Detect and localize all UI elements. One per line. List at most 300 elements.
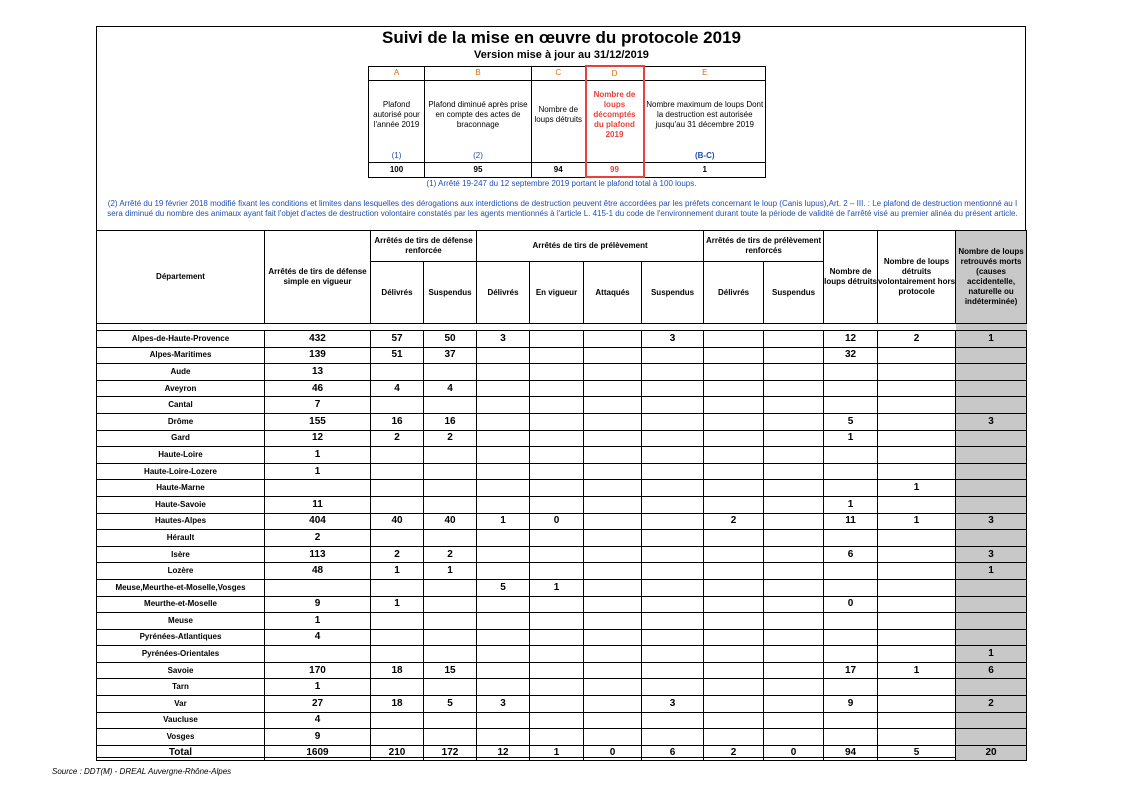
value-cell	[584, 496, 642, 513]
value-cell	[704, 380, 764, 397]
value-cell: 1	[530, 579, 584, 596]
summary-table	[368, 65, 766, 178]
value-cell	[530, 347, 584, 364]
value-cell	[530, 729, 584, 746]
departement-cell: Gard	[97, 430, 265, 447]
departement-cell: Var	[97, 696, 265, 713]
value-cell	[265, 579, 371, 596]
value-cell: 3	[956, 513, 1027, 530]
value-cell	[424, 596, 477, 613]
departement-cell: Cantal	[97, 397, 265, 414]
value-cell	[878, 563, 956, 580]
value-cell	[530, 331, 584, 348]
value-cell	[371, 480, 424, 497]
value-cell	[878, 712, 956, 729]
summary-desc: Nombre de loups décomptés du plafond 2019	[586, 81, 644, 150]
header-loups-morts: Nombre de loups retrouvés morts (causes accidentelle, naturelle ou indéterminée)	[956, 231, 1027, 324]
departement-cell: Hautes-Alpes	[97, 513, 265, 530]
value-cell	[878, 679, 956, 696]
value-cell	[642, 530, 704, 547]
value-cell	[956, 679, 1027, 696]
value-cell: 2	[424, 546, 477, 563]
value-cell	[424, 613, 477, 630]
value-cell	[878, 413, 956, 430]
value-cell	[642, 546, 704, 563]
value-cell: 6	[824, 546, 878, 563]
value-cell: 11	[265, 496, 371, 513]
departement-cell: Aude	[97, 364, 265, 381]
value-cell	[824, 712, 878, 729]
value-cell: 1	[265, 463, 371, 480]
header-suspendus: Suspendus	[764, 262, 824, 324]
value-cell: 15	[424, 662, 477, 679]
value-cell	[956, 496, 1027, 513]
value-cell: 5	[824, 413, 878, 430]
value-cell: 2	[371, 546, 424, 563]
value-cell	[642, 397, 704, 414]
value-cell: 1	[265, 613, 371, 630]
value-cell	[584, 364, 642, 381]
value-cell	[642, 679, 704, 696]
total-row	[97, 745, 1027, 760]
value-cell	[704, 646, 764, 663]
value-cell	[642, 563, 704, 580]
value-cell	[764, 413, 824, 430]
value-cell	[584, 596, 642, 613]
value-cell	[584, 729, 642, 746]
value-cell: 432	[265, 331, 371, 348]
departement-cell: Vaucluse	[97, 712, 265, 729]
value-cell	[824, 629, 878, 646]
value-cell: 3	[477, 331, 530, 348]
departement-cell: Haute-Marne	[97, 480, 265, 497]
departement-cell: Drôme	[97, 413, 265, 430]
value-cell: 50	[424, 331, 477, 348]
value-cell	[424, 447, 477, 464]
value-cell	[424, 629, 477, 646]
value-cell	[424, 579, 477, 596]
value-cell: 1	[824, 496, 878, 513]
value-cell: 170	[265, 662, 371, 679]
value-cell	[584, 513, 642, 530]
value-cell: 13	[265, 364, 371, 381]
value-cell	[764, 364, 824, 381]
value-cell: 16	[424, 413, 477, 430]
value-cell	[477, 530, 530, 547]
header-suspendus: Suspendus	[642, 262, 704, 324]
value-cell: 1	[956, 331, 1027, 348]
value-cell	[764, 463, 824, 480]
value-cell	[956, 712, 1027, 729]
value-cell	[764, 347, 824, 364]
departement-cell: Vosges	[97, 729, 265, 746]
summary-value: 95	[425, 163, 532, 178]
summary-value: 1	[644, 163, 766, 178]
departement-cell: Pyrénées-Orientales	[97, 646, 265, 663]
header-en-vigueur: En vigueur	[530, 262, 584, 324]
value-cell	[704, 679, 764, 696]
value-cell	[584, 530, 642, 547]
value-cell	[824, 646, 878, 663]
value-cell	[424, 397, 477, 414]
value-cell	[584, 430, 642, 447]
value-cell	[704, 347, 764, 364]
departement-cell: Haute-Savoie	[97, 496, 265, 513]
value-cell	[956, 579, 1027, 596]
value-cell	[371, 463, 424, 480]
total-value: 12	[477, 745, 530, 760]
value-cell	[878, 579, 956, 596]
table-row	[97, 579, 1027, 596]
value-cell	[530, 646, 584, 663]
departement-cell: Isère	[97, 546, 265, 563]
table-row	[97, 679, 1027, 696]
value-cell: 2	[424, 430, 477, 447]
value-cell	[704, 430, 764, 447]
value-cell: 12	[265, 430, 371, 447]
value-cell	[956, 447, 1027, 464]
value-cell	[424, 496, 477, 513]
value-cell	[956, 629, 1027, 646]
summary-desc: Nombre maximum de loups Dont la destruction est autorisée jusqu'au 31 décembre 2019	[644, 81, 766, 150]
value-cell	[424, 679, 477, 696]
summary-ref	[532, 149, 586, 163]
value-cell	[878, 347, 956, 364]
value-cell	[824, 579, 878, 596]
value-cell: 1	[956, 563, 1027, 580]
value-cell	[704, 496, 764, 513]
departement-cell: Alpes-Maritimes	[97, 347, 265, 364]
summary-ref	[586, 149, 644, 163]
value-cell: 3	[477, 696, 530, 713]
value-cell	[477, 430, 530, 447]
header-prelevement-renforces: Arrêtés de tirs de prélèvement renforcés	[704, 231, 824, 262]
value-cell: 40	[371, 513, 424, 530]
value-cell	[704, 331, 764, 348]
value-cell	[764, 662, 824, 679]
total-value: 172	[424, 745, 477, 760]
value-cell	[642, 596, 704, 613]
value-cell: 57	[371, 331, 424, 348]
value-cell	[584, 563, 642, 580]
value-cell	[764, 563, 824, 580]
summary-value: 94	[532, 163, 586, 178]
value-cell	[424, 463, 477, 480]
departement-cell: Haute-Loire	[97, 447, 265, 464]
value-cell	[824, 447, 878, 464]
value-cell	[878, 729, 956, 746]
value-cell	[704, 397, 764, 414]
value-cell	[956, 347, 1027, 364]
value-cell	[642, 480, 704, 497]
value-cell	[642, 579, 704, 596]
table-row	[97, 463, 1027, 480]
value-cell	[956, 729, 1027, 746]
value-cell	[424, 729, 477, 746]
value-cell	[704, 364, 764, 381]
value-cell	[956, 596, 1027, 613]
total-value: 0	[764, 745, 824, 760]
value-cell	[584, 662, 642, 679]
value-cell: 46	[265, 380, 371, 397]
value-cell: 12	[824, 331, 878, 348]
value-cell	[878, 447, 956, 464]
header-delivres: Délivrés	[477, 262, 530, 324]
value-cell: 18	[371, 662, 424, 679]
value-cell	[477, 679, 530, 696]
table-row	[97, 480, 1027, 497]
value-cell	[956, 380, 1027, 397]
value-cell: 404	[265, 513, 371, 530]
departement-cell: Hérault	[97, 530, 265, 547]
value-cell	[704, 413, 764, 430]
value-cell	[530, 496, 584, 513]
value-cell	[530, 613, 584, 630]
value-cell	[530, 430, 584, 447]
value-cell	[878, 613, 956, 630]
table-row	[97, 397, 1027, 414]
table-row	[97, 530, 1027, 547]
value-cell	[704, 696, 764, 713]
total-value: 94	[824, 745, 878, 760]
value-cell	[956, 530, 1027, 547]
value-cell: 0	[530, 513, 584, 530]
departement-cell: Savoie	[97, 662, 265, 679]
value-cell	[764, 696, 824, 713]
value-cell: 2	[704, 513, 764, 530]
value-cell: 6	[956, 662, 1027, 679]
value-cell: 16	[371, 413, 424, 430]
value-cell	[956, 613, 1027, 630]
value-cell	[764, 397, 824, 414]
value-cell	[764, 712, 824, 729]
value-cell: 2	[265, 530, 371, 547]
value-cell	[477, 447, 530, 464]
value-cell	[878, 364, 956, 381]
value-cell	[584, 613, 642, 630]
value-cell	[642, 629, 704, 646]
value-cell	[704, 629, 764, 646]
value-cell: 37	[424, 347, 477, 364]
table-row	[97, 513, 1027, 530]
value-cell	[584, 696, 642, 713]
value-cell	[704, 480, 764, 497]
value-cell	[477, 413, 530, 430]
value-cell	[530, 696, 584, 713]
summary-letter: C	[532, 66, 586, 81]
value-cell: 9	[265, 729, 371, 746]
value-cell	[642, 347, 704, 364]
value-cell	[824, 364, 878, 381]
value-cell	[642, 413, 704, 430]
departement-cell: Meuse,Meurthe-et-Moselle,Vosges	[97, 579, 265, 596]
value-cell: 18	[371, 696, 424, 713]
header-prelevement: Arrêtés de tirs de prélèvement	[477, 231, 704, 262]
value-cell: 27	[265, 696, 371, 713]
value-cell: 3	[956, 413, 1027, 430]
value-cell	[764, 380, 824, 397]
value-cell: 1	[424, 563, 477, 580]
value-cell: 4	[371, 380, 424, 397]
value-cell	[371, 447, 424, 464]
value-cell	[824, 397, 878, 414]
value-cell: 2	[371, 430, 424, 447]
value-cell	[477, 712, 530, 729]
summary-letter: A	[369, 66, 425, 81]
value-cell	[704, 712, 764, 729]
value-cell: 1	[956, 646, 1027, 663]
value-cell	[878, 696, 956, 713]
value-cell	[764, 496, 824, 513]
value-cell	[371, 579, 424, 596]
value-cell	[477, 662, 530, 679]
table-row	[97, 613, 1027, 630]
value-cell: 48	[265, 563, 371, 580]
value-cell	[878, 496, 956, 513]
value-cell	[530, 563, 584, 580]
value-cell	[878, 463, 956, 480]
summary-ref: (B-C)	[644, 149, 766, 163]
value-cell	[477, 380, 530, 397]
value-cell: 3	[642, 331, 704, 348]
value-cell	[530, 712, 584, 729]
value-cell: 1	[371, 563, 424, 580]
value-cell	[477, 629, 530, 646]
value-cell	[764, 530, 824, 547]
value-cell	[764, 430, 824, 447]
value-cell: 1	[265, 447, 371, 464]
value-cell	[704, 729, 764, 746]
value-cell	[584, 413, 642, 430]
value-cell	[424, 646, 477, 663]
total-value: 1609	[265, 745, 371, 760]
value-cell	[878, 430, 956, 447]
table-row	[97, 696, 1027, 713]
value-cell	[584, 679, 642, 696]
header-departement: Département	[97, 231, 265, 324]
value-cell	[642, 729, 704, 746]
value-cell	[584, 629, 642, 646]
value-cell	[584, 331, 642, 348]
value-cell	[878, 629, 956, 646]
value-cell	[764, 480, 824, 497]
value-cell	[642, 712, 704, 729]
value-cell	[642, 496, 704, 513]
summary-letter: D	[586, 66, 644, 81]
source-note: Source : DDT(M) - DREAL Auvergne-Rhône-Alpes	[52, 767, 232, 776]
value-cell	[530, 463, 584, 480]
value-cell	[764, 546, 824, 563]
summary-ref: (2)	[425, 149, 532, 163]
table-row	[97, 413, 1027, 430]
value-cell	[584, 480, 642, 497]
total-label: Total	[97, 745, 265, 760]
value-cell: 9	[824, 696, 878, 713]
value-cell: 2	[956, 696, 1027, 713]
value-cell: 5	[477, 579, 530, 596]
value-cell	[371, 712, 424, 729]
value-cell	[878, 546, 956, 563]
value-cell	[824, 480, 878, 497]
value-cell	[477, 729, 530, 746]
departement-cell: Alpes-de-Haute-Provence	[97, 331, 265, 348]
value-cell	[530, 629, 584, 646]
value-cell	[704, 596, 764, 613]
value-cell	[642, 463, 704, 480]
value-cell	[704, 530, 764, 547]
value-cell	[477, 480, 530, 497]
header-delivres: Délivrés	[371, 262, 424, 324]
value-cell: 1	[878, 662, 956, 679]
value-cell	[956, 463, 1027, 480]
value-cell	[956, 364, 1027, 381]
value-cell: 139	[265, 347, 371, 364]
value-cell	[477, 596, 530, 613]
value-cell	[477, 613, 530, 630]
summary-value: 100	[369, 163, 425, 178]
summary-letters-row	[369, 66, 766, 81]
value-cell	[824, 463, 878, 480]
departement-cell: Pyrénées-Atlantiques	[97, 629, 265, 646]
value-cell	[477, 496, 530, 513]
value-cell	[642, 662, 704, 679]
table-row	[97, 380, 1027, 397]
value-cell	[424, 530, 477, 547]
departement-cell: Lozère	[97, 563, 265, 580]
value-cell	[642, 513, 704, 530]
value-cell	[642, 613, 704, 630]
departement-cell: Meurthe-et-Moselle	[97, 596, 265, 613]
value-cell: 17	[824, 662, 878, 679]
value-cell	[878, 646, 956, 663]
value-cell	[704, 613, 764, 630]
header-attaques: Attaqués	[584, 262, 642, 324]
summary-value: 99	[586, 163, 644, 178]
page-subtitle: Version mise à jour au 31/12/2019	[474, 49, 649, 61]
value-cell	[824, 380, 878, 397]
table-row	[97, 546, 1027, 563]
total-value: 6	[642, 745, 704, 760]
value-cell	[824, 530, 878, 547]
value-cell	[477, 397, 530, 414]
value-cell	[265, 480, 371, 497]
value-cell	[371, 530, 424, 547]
value-cell	[764, 646, 824, 663]
value-cell: 32	[824, 347, 878, 364]
value-cell	[424, 480, 477, 497]
value-cell	[371, 629, 424, 646]
value-cell: 9	[265, 596, 371, 613]
value-cell	[584, 347, 642, 364]
header-loups-detruits: Nombre de loups détruits	[824, 231, 878, 324]
summary-values-row	[369, 163, 766, 178]
value-cell	[584, 380, 642, 397]
value-cell	[704, 563, 764, 580]
value-cell: 1	[824, 430, 878, 447]
value-cell	[530, 530, 584, 547]
value-cell	[764, 679, 824, 696]
value-cell	[824, 679, 878, 696]
value-cell: 113	[265, 546, 371, 563]
value-cell	[371, 613, 424, 630]
value-cell: 40	[424, 513, 477, 530]
value-cell	[584, 546, 642, 563]
summary-desc: Plafond autorisé pour l'année 2019	[369, 81, 425, 150]
table-row	[97, 331, 1027, 348]
value-cell	[371, 729, 424, 746]
value-cell: 4	[265, 712, 371, 729]
value-cell	[477, 463, 530, 480]
